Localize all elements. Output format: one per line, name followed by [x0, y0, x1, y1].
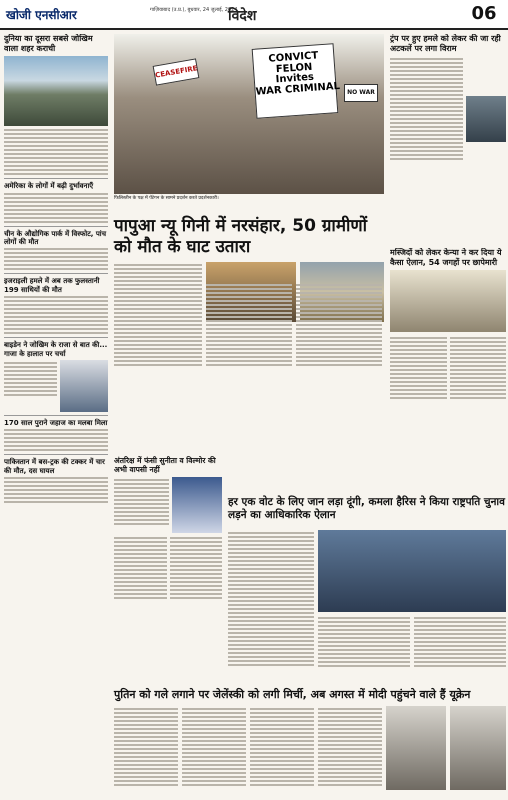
left-column: [4, 34, 108, 796]
kenya-body: [390, 335, 506, 401]
oldship-headline: 170 साल पुराने जहाज का मलबा मिला: [4, 418, 108, 427]
putin-photo-2: [450, 706, 506, 790]
masthead: [0, 0, 508, 30]
newspaper-logo: खोजी एनसीआर: [6, 8, 77, 22]
kenya-photo: [390, 270, 506, 332]
israel-headline: इजराइली हमले में अब तक फुलस्तानी 199 साथियों की मौत: [4, 277, 100, 294]
putin-body-2: [182, 706, 246, 796]
kamala-body-2: [318, 615, 506, 669]
kamala-photo: [318, 530, 506, 612]
png-body-3: [296, 282, 382, 368]
protest-photo: [114, 34, 384, 194]
masthead-meta: गाज़ियाबाद (उ.प्र.), बुधवार, 24 जुलाई, 2024: [150, 7, 238, 13]
putin-photo-1: [386, 706, 446, 790]
pakistan-headline: पाकिस्तान में बस-ट्रक की टक्कर में चार की मौत, दस घायल: [4, 458, 105, 475]
china-body: [4, 248, 108, 270]
kenya-headline: मस्जिदों को लेकर केन्या ने कर दिया ये कैसा ऐलान, 54 जगहों पर छापेमारी: [390, 248, 502, 267]
putin-body-4: [318, 706, 382, 796]
trump-body: [390, 56, 463, 162]
kamala-headline: हर एक वोट के लिए जान लड़ा दूंगी, कमला हैरिस ने किया राष्ट्रपति चुनाव लड़ने का आधिकारिक ऐलान: [228, 496, 505, 521]
putin-body-1: [114, 706, 178, 796]
astronaut-body: [114, 535, 222, 601]
kenya-column: [390, 248, 506, 488]
biden-body: [4, 360, 57, 412]
putin-headline: पुतिन को गले लगाने पर जेलेंस्की को लगी मिर्ची, अब अगस्त में मोदी पहुंचने वाले हैं यूक्रेन: [114, 688, 471, 701]
karachi-photo: [4, 56, 108, 126]
karachi-headline: दुनिया का दूसरा सबसे जोखिम वाला शहर कराची: [4, 34, 93, 53]
astronaut-photo: [172, 477, 222, 533]
trump-column: [390, 34, 506, 244]
nowar-poster: NO WAR: [344, 84, 378, 102]
karachi-body: [4, 129, 108, 175]
biden-photo: [60, 360, 108, 412]
section-title: विदेश: [228, 8, 257, 24]
astronaut-column: [114, 456, 222, 676]
biden-headline: बाइडेन ने जोखिम के राजा से बात की... गाजा के हालात पर चर्चा: [4, 341, 108, 358]
kamala-body-1: [228, 530, 314, 680]
oldship-body: [4, 429, 108, 451]
putin-body-3: [250, 706, 314, 796]
png-section: [114, 262, 384, 452]
trump-photo: [466, 96, 506, 142]
png-headline: पापुआ न्यू गिनी में नरसंहार, 50 ग्रामीणों को मौत के घाट उतारा: [114, 216, 368, 257]
png-body-2: [206, 282, 292, 368]
kamala-right: [318, 530, 506, 680]
putin-section: [114, 706, 506, 796]
america-body: [4, 193, 108, 223]
israel-body: [4, 296, 108, 334]
astronaut-headline: अंतरिक्ष में फंसी सुनीता व विल्मोर की अभी वापसी नहीं: [114, 456, 216, 474]
ceasefire-poster: CEASEFIRE: [153, 58, 200, 85]
pakistan-body: [4, 477, 108, 503]
biden-block: [4, 360, 108, 412]
convict-poster: CONVICT FELON Invites WAR CRIMINAL: [252, 43, 339, 119]
protest-caption: फिलिस्तीन के पक्ष में पेंटेगन के सामने प्रदर्शन करते प्रदर्शनकारी।: [114, 196, 219, 201]
astronaut-block: [114, 477, 222, 533]
china-headline: चीन के औद्योगिक पार्क में विस्फोट, पांच लोगों की मौत: [4, 229, 107, 246]
kamala-section: [228, 530, 506, 680]
page-number: 06: [462, 2, 506, 26]
png-body-1: [114, 262, 202, 368]
trump-headline: ट्रंप पर हुए हमले को लेकर की जा रही अटकलें पर लगा विराम: [390, 34, 501, 53]
trump-block: [390, 56, 506, 162]
america-headline: अमेरिका के लोगों में बढ़ी दुर्भावनाएँ: [4, 182, 94, 191]
